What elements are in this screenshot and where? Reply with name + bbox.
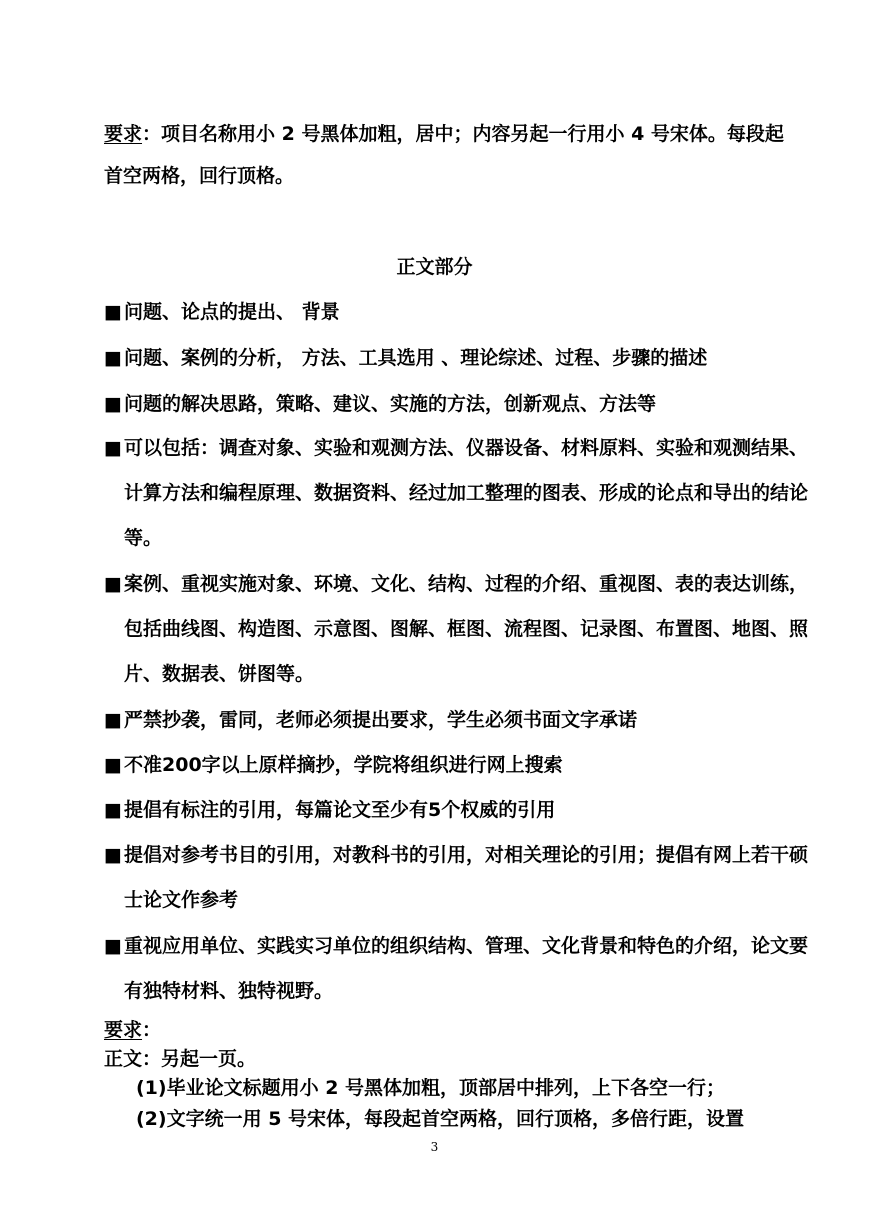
bullet-square-icon: ■ [104,754,122,776]
bullet-text: 问题的解决思路，策略、建议、实施的方法，创新观点、方法等 [124,393,657,415]
bullet-square-icon: ■ [104,301,122,323]
intro-label: 要求 [104,123,143,145]
bullet-square-icon: ■ [104,573,122,595]
bullet-item [104,833,824,923]
bullet-item [104,426,824,561]
bullet-square-icon: ■ [104,347,122,369]
bullet-text: 重视应用单位、实践实习单位的组织结构、管理、文化背景和特色的介绍，论文要有独特材料、独特视野。 [124,935,809,1002]
requirement-item: (1)毕业论文标题用小 2 号黑体加粗，顶部居中排列，上下各空一行； [136,1077,726,1099]
intro-paragraph [104,113,794,197]
bullet-text: 案例、重视实施对象、环境、文化、结构、过程的介绍、重视图、表的表达训练，包括曲线图、构造图、示意图、图解、框图、流程图、记录图、布置图、地图、照片、数据表、饼图等。 [124,573,809,685]
bullet-item [104,788,824,833]
bullet-text: 可以包括：调查对象、实验和观测方法、仪器设备、材料原料、实验和观测结果、计算方法和编程原理、数据资料、经过加工整理的图表、形成的论点和导出的结论等。 [124,437,809,549]
bullet-text: 问题、案例的分析， 方法、工具选用 、理论综述、过程、步骤的描述 [124,347,708,369]
bullet-square-icon: ■ [104,935,122,957]
intro-text: ：项目名称用小 2 号黑体加粗，居中；内容另起一行用小 4 号宋体。每段起首空两格，回行顶格。 [104,123,784,187]
requirements-label: 要求 [104,1019,143,1041]
bullet-square-icon: ■ [104,844,122,866]
bullet-item [104,290,824,335]
bullet-square-icon: ■ [104,799,122,821]
bullet-item [104,336,824,381]
section-title: 正文部分 [396,256,473,278]
bullet-item [104,743,824,788]
bullet-text: 提倡有标注的引用，每篇论文至少有5个权威的引用 [124,799,556,821]
bullet-square-icon: ■ [104,393,122,415]
bullet-text: 问题、论点的提出、 背景 [124,301,340,323]
bullet-item [104,698,824,743]
bullet-item [104,924,824,1014]
bullet-item [104,562,824,697]
requirements-colon: ： [142,1019,162,1041]
bullet-text: 提倡对参考书目的引用，对教科书的引用，对相关理论的引用；提倡有网上若干硕士论文作参考 [124,844,809,911]
bullet-square-icon: ■ [104,437,122,459]
requirements-body-line: 正文：另起一页。 [104,1048,257,1070]
bullet-item [104,382,824,427]
bullet-text: 不准200字以上原样摘抄，学院将组织进行网上搜索 [124,754,563,776]
bullet-square-icon: ■ [104,709,122,731]
bullet-text: 严禁抄袭，雷同，老师必须提出要求，学生必须书面文字承诺 [124,709,638,731]
requirements-label-line [104,1016,804,1044]
requirement-item: (2)文字统一用 5 号宋体，每段起首空两格，回行顶格，多倍行距，设置 [136,1108,745,1130]
page-number: 3 [430,1140,439,1154]
